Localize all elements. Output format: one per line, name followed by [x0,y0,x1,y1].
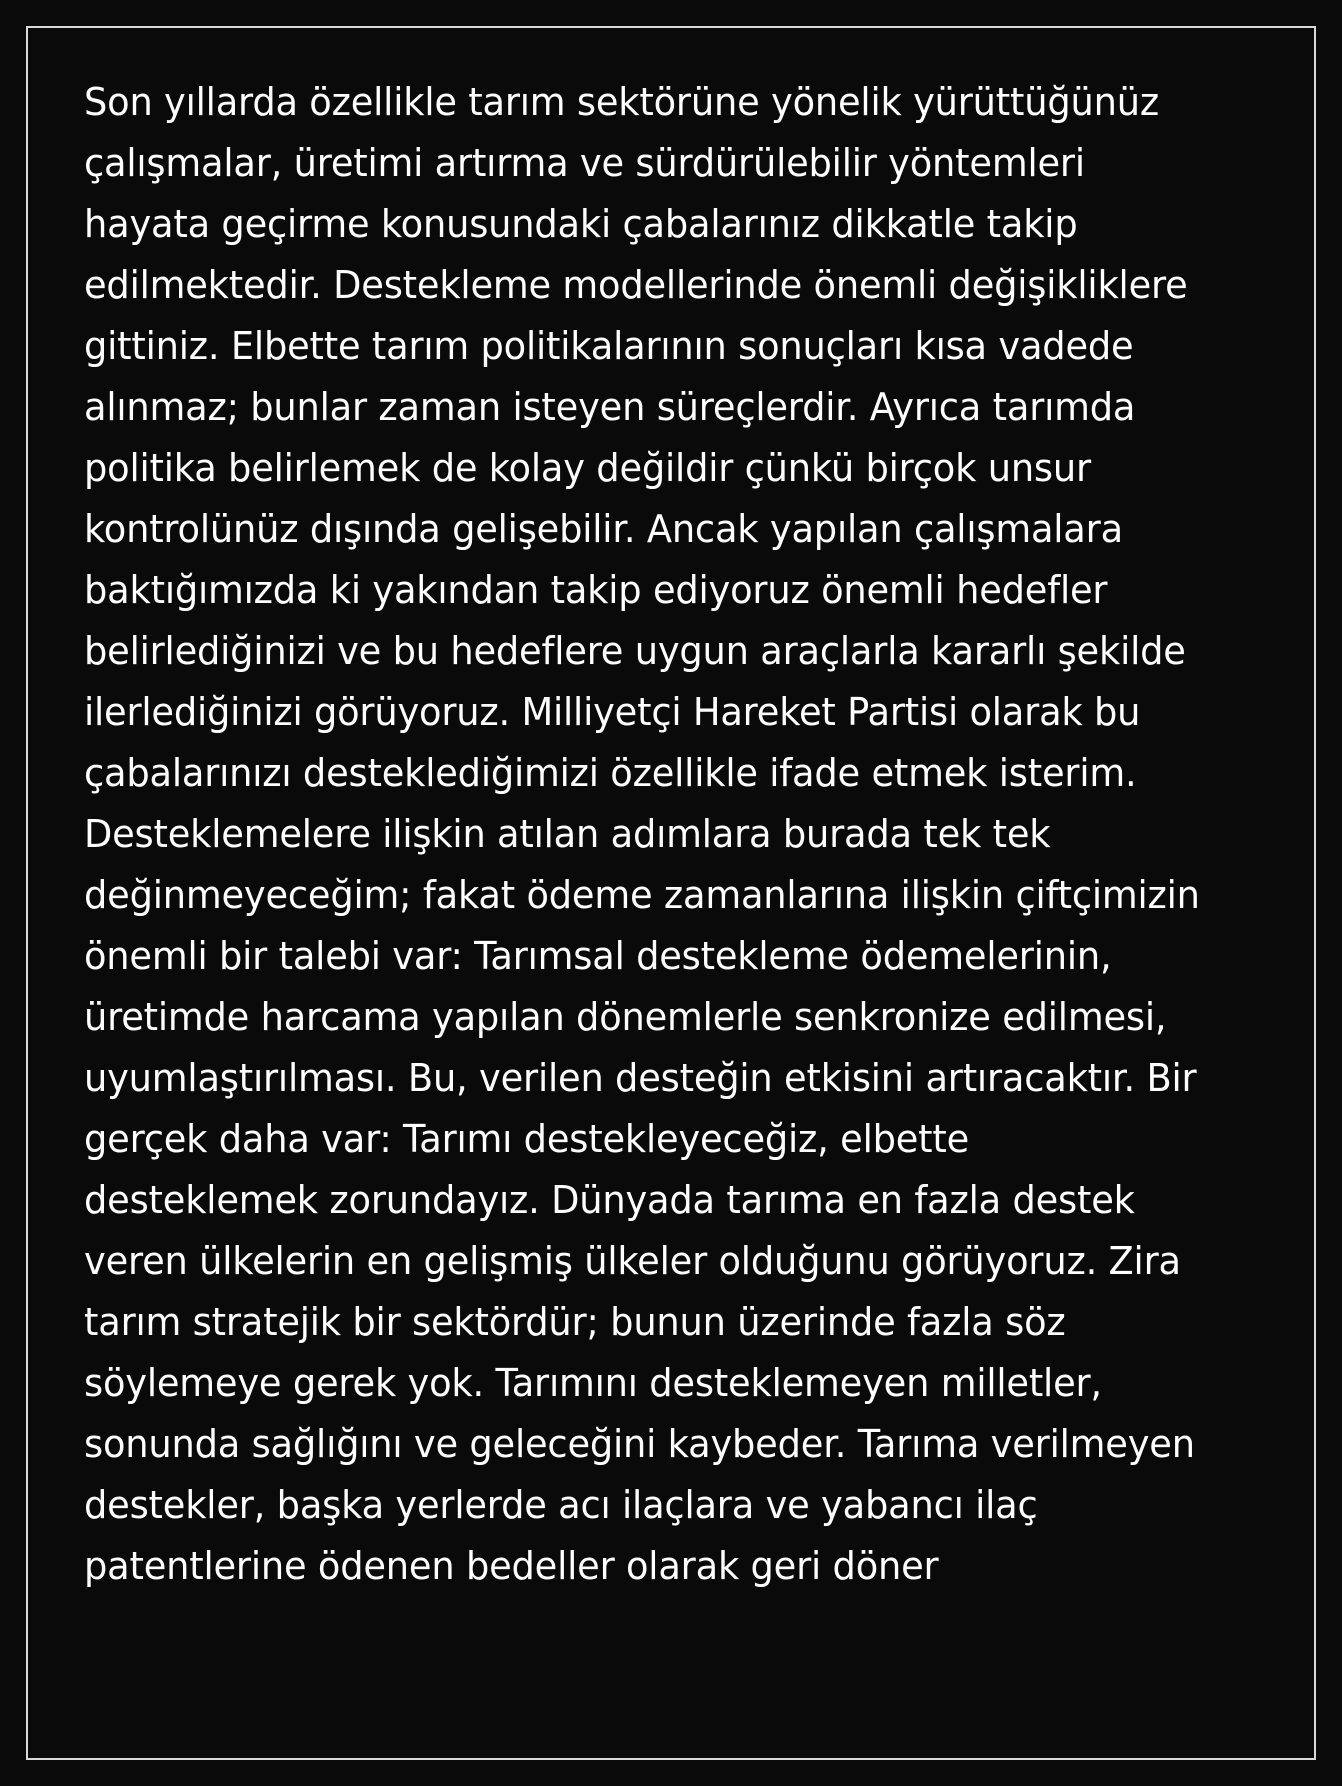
bordered-text-card [26,26,1316,1760]
statement-body-text: Son yıllarda özellikle tarım sektörüne yönelik yürüttüğünüz çalışmalar, üretimi artırma ve sürdürülebilir yöntemleri hayata geçirme konusundaki çabalarınız dikkatle takip edilmektedir. Destekleme modellerinde önemli değişikliklere gittiniz. Elbette tarım politikalarının sonuçları kısa vadede alınmaz; bunlar zaman isteyen süreçlerdir. Ayrıca tarımda politika belirlemek de kolay değildir çünkü birçok unsur kontrolünüz dışında gelişebilir. Ancak yapılan çalışmalara baktığımızda ki yakından takip ediyoruz önemli hedefler belirlediğinizi ve bu hedeflere uygun araçlarla kararlı şekilde ilerlediğinizi görüyoruz. Milliyetçi Hareket Partisi olarak bu çabalarınızı desteklediğimizi özellikle ifade etmek isterim. Desteklemelere ilişkin atılan adımlara burada tek tek değinmeyeceğim; fakat ödeme zamanlarına ilişkin çiftçimizin önemli bir talebi var: Tarımsal destekleme ödemelerinin, üretimde harcama yapılan dönemlerle senkronize edilmesi, uyumlaştırılması. Bu, verilen desteğin etkisini artıracaktır. Bir gerçek daha var: Tarımı destekleyeceğiz, elbette desteklemek zorundayız. Dünyada tarıma en fazla destek veren ülkelerin en gelişmiş ülkeler olduğunu görüyoruz. Zira tarım stratejik bir sektördür; bunun üzerinde fazla söz söylemeye gerek yok. Tarımını desteklemeyen milletler, sonunda sağlığını ve geleceğini kaybeder. Tarıma verilmeyen destekler, başka yerlerde acı ilaçlara ve yabancı ilaç patentlerine ödenen bedeller olarak geri döner [84,80,1212,1590]
